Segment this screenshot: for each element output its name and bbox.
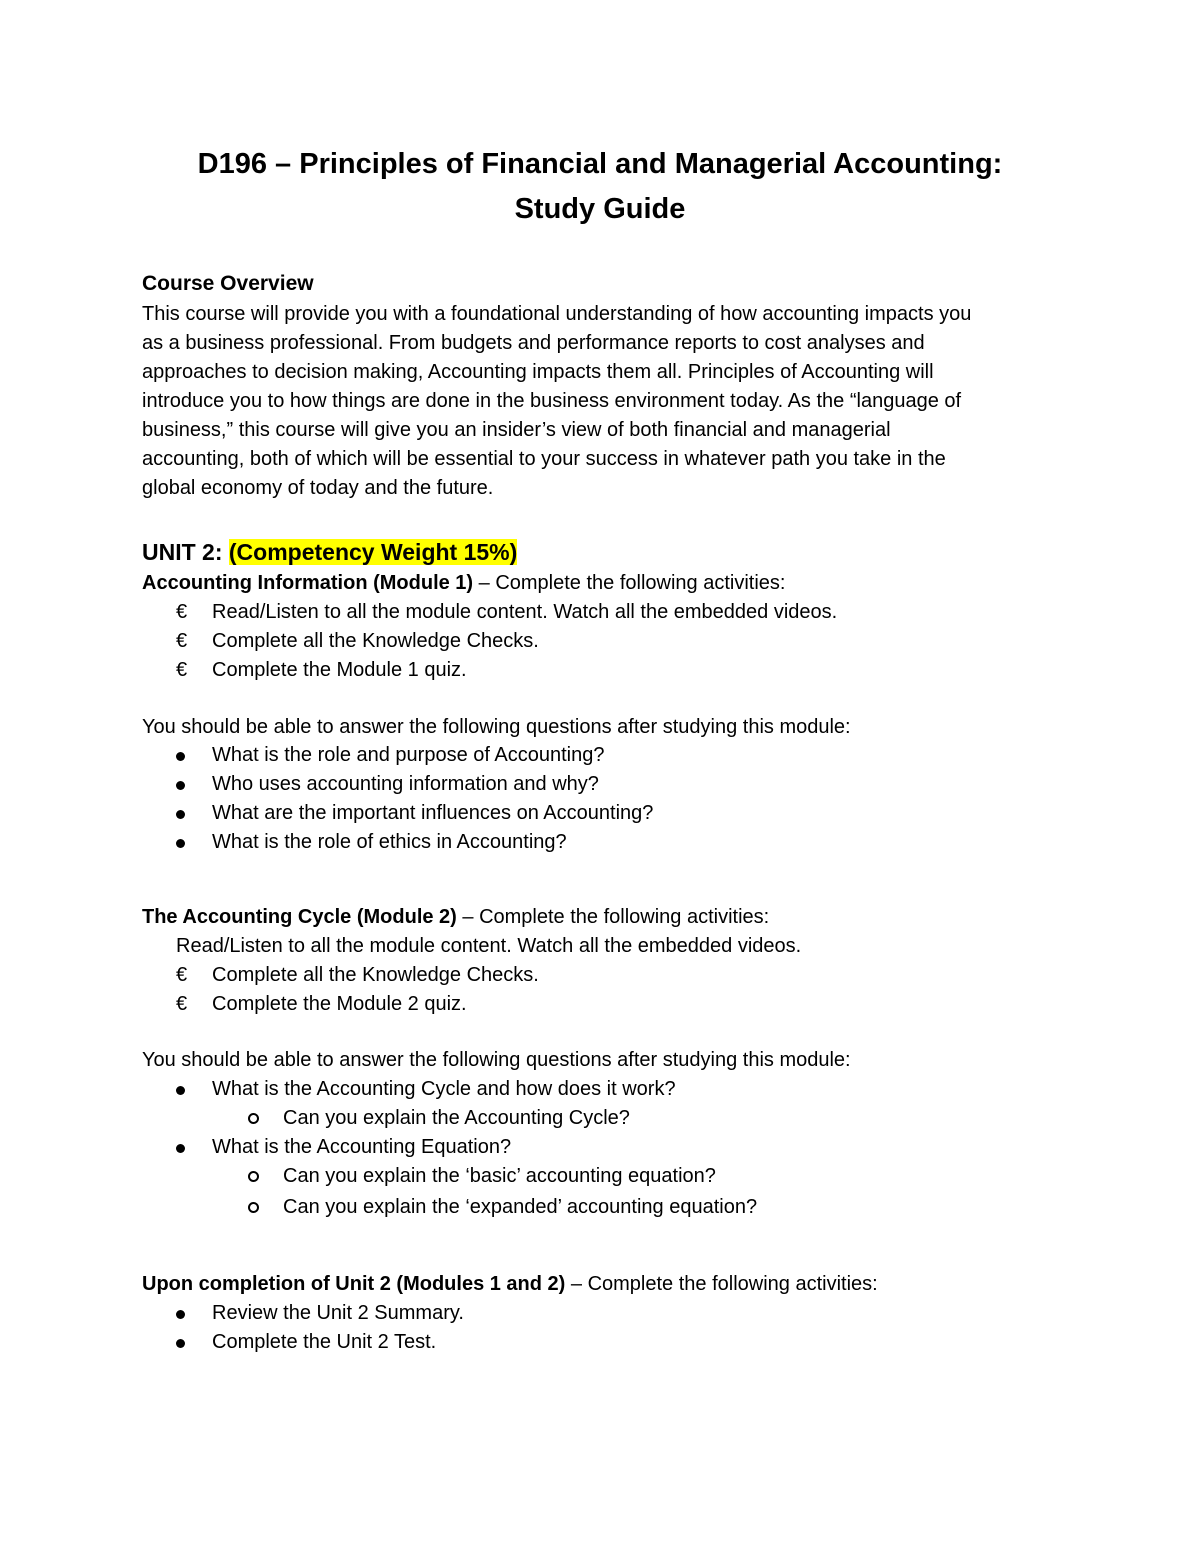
bullet-dot <box>176 1077 185 1101</box>
overview-line-1: This course will provide you with a foundational understanding of how accounting impacts you <box>142 303 972 325</box>
completion-heading <box>142 1272 878 1296</box>
module-2-question-2: What is the Accounting Equation? <box>212 1136 512 1158</box>
module-2-activity-3: Complete the Module 2 quiz. <box>212 993 467 1015</box>
competency-weight-highlight: (Competency Weight 15%) <box>228 539 518 565</box>
euro-bullet: € <box>176 630 188 652</box>
overview-line-4: introduce you to how things are done in the business environment today. As the “language of <box>142 390 962 412</box>
bullet-ring <box>248 1195 259 1219</box>
module-1-suffix: – Complete the following activities: <box>473 572 786 594</box>
overview-line-5: business,” this course will give you an insider’s view of both financial and managerial <box>142 419 891 441</box>
module-2-heading <box>142 905 769 929</box>
bullet-dot <box>176 743 185 767</box>
bullet-dot <box>176 1301 185 1325</box>
bullet-ring <box>248 1106 259 1130</box>
overview-line-7: global economy of today and the future. <box>142 477 494 499</box>
bullet-dot <box>176 772 185 796</box>
unit-2-label: UNIT 2: <box>142 539 229 565</box>
module-2-question-1-sub: Can you explain the Accounting Cycle? <box>283 1107 630 1129</box>
module-1-heading <box>142 571 785 595</box>
module-2-question-2-sub-2: Can you explain the ‘expanded’ accounting equation? <box>283 1196 758 1218</box>
unit-2-heading <box>142 538 517 566</box>
completion-item-2: Complete the Unit 2 Test. <box>212 1331 437 1353</box>
completion-item-1: Review the Unit 2 Summary. <box>212 1302 464 1324</box>
completion-title: Upon completion of Unit 2 (Modules 1 and 2) <box>142 1273 566 1295</box>
course-overview-heading: Course Overview <box>142 272 314 295</box>
module-1-title: Accounting Information (Module 1) <box>142 572 474 594</box>
module-2-question-2-sub-1: Can you explain the ‘basic’ accounting equation? <box>283 1165 716 1187</box>
module-1-activity-2: Complete all the Knowledge Checks. <box>212 630 539 652</box>
euro-bullet: € <box>176 659 188 681</box>
module-2-title: The Accounting Cycle (Module 2) <box>142 906 457 928</box>
module-1-questions-intro: You should be able to answer the following questions after studying this module: <box>142 716 851 738</box>
module-1-question-3: What are the important influences on Accounting? <box>212 802 654 824</box>
document-title-line-2: Study Guide <box>514 193 686 225</box>
bullet-ring <box>248 1164 259 1188</box>
overview-line-3: approaches to decision making, Accounting impacts them all. Principles of Accounting will <box>142 361 934 383</box>
module-1-question-4: What is the role of ethics in Accounting? <box>212 831 567 853</box>
completion-suffix: – Complete the following activities: <box>565 1273 878 1295</box>
bullet-dot <box>176 830 185 854</box>
bullet-dot <box>176 801 185 825</box>
euro-bullet: € <box>176 601 188 623</box>
module-1-question-2: Who uses accounting information and why? <box>212 773 599 795</box>
bullet-dot <box>176 1330 185 1354</box>
bullet-dot <box>176 1135 185 1159</box>
euro-bullet: € <box>176 993 188 1015</box>
module-2-questions-intro: You should be able to answer the following questions after studying this module: <box>142 1049 851 1071</box>
overview-line-6: accounting, both of which will be essential to your success in whatever path you take in the <box>142 448 946 470</box>
document-title-line-1: D196 – Principles of Financial and Managerial Accounting: <box>197 148 1003 180</box>
overview-line-2: as a business professional. From budgets and performance reports to cost analyses and <box>142 332 925 354</box>
module-1-activity-3: Complete the Module 1 quiz. <box>212 659 467 681</box>
module-2-suffix: – Complete the following activities: <box>456 906 770 928</box>
euro-bullet: € <box>176 964 188 986</box>
module-2-question-1: What is the Accounting Cycle and how does it work? <box>212 1078 676 1100</box>
module-1-question-1: What is the role and purpose of Accounting? <box>212 744 605 766</box>
module-2-activity-2: Complete all the Knowledge Checks. <box>212 964 539 986</box>
module-1-activity-1: Read/Listen to all the module content. Watch all the embedded videos. <box>212 601 838 623</box>
module-2-activity-1: Read/Listen to all the module content. Watch all the embedded videos. <box>176 935 802 957</box>
